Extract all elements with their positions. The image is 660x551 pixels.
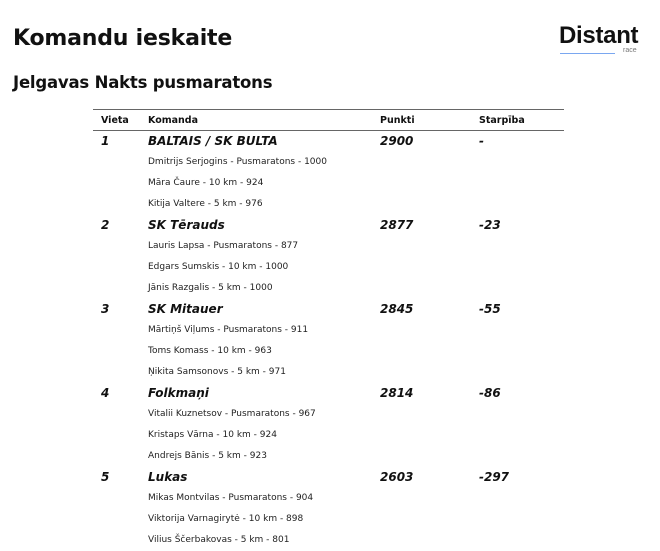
team-points: 2877 [380, 218, 414, 232]
header-team: Komanda [148, 110, 380, 131]
team-place: 1 [101, 134, 110, 148]
team-row [93, 131, 564, 153]
team-results-table [93, 109, 564, 551]
logo-wordmark: Distant [559, 22, 639, 49]
member-entry: Ņikita Samsonovs - 5 km - 971 [148, 367, 286, 377]
team-row [93, 299, 564, 320]
member-entry: Dmitrijs Serjogins - Pusmaratons - 1000 [148, 157, 327, 167]
member-entry: Lauris Lapsa - Pusmaratons - 877 [148, 241, 299, 251]
team-points: 2900 [380, 134, 414, 148]
member-row [93, 257, 564, 278]
member-entry: Kitija Valtere - 5 km - 976 [148, 199, 263, 209]
logo-subtitle: race [623, 47, 637, 54]
team-difference: -86 [479, 386, 501, 400]
team-name: SK Tērauds [148, 218, 225, 232]
team-name: Folkmaņi [148, 386, 209, 400]
member-entry: Andrejs Bānis - 5 km - 923 [148, 451, 267, 461]
team-name: BALTAIS / SK BULTA [148, 134, 278, 148]
team-row [93, 467, 564, 488]
member-row [93, 446, 564, 467]
member-row [93, 488, 564, 509]
header-difference: Starpība [479, 110, 564, 131]
team-difference: - [479, 134, 484, 148]
member-entry: Kristaps Vārna - 10 km - 924 [148, 430, 277, 440]
team-name: Lukas [148, 470, 188, 484]
event-title: Jelgavas Nakts pusmaratons [13, 73, 273, 92]
member-row [93, 425, 564, 446]
logo-underline [560, 53, 615, 54]
header-points: Punkti [380, 110, 479, 131]
member-entry: Viktorija Varnagirytė - 10 km - 898 [148, 514, 304, 524]
page-title: Komandu ieskaite [13, 26, 233, 51]
team-points: 2603 [380, 470, 414, 484]
member-entry: Mārtiņš Viļums - Pusmaratons - 911 [148, 325, 309, 335]
member-row [93, 173, 564, 194]
member-entry: Māra Čaure - 10 km - 924 [148, 178, 264, 188]
member-entry: Jānis Razgalis - 5 km - 1000 [148, 283, 273, 293]
member-row [93, 509, 564, 530]
header-place: Vieta [93, 110, 148, 131]
team-points: 2814 [380, 386, 414, 400]
team-place: 4 [101, 386, 110, 400]
member-entry: Vitalii Kuznetsov - Pusmaratons - 967 [148, 409, 316, 419]
member-entry: Toms Komass - 10 km - 963 [148, 346, 272, 356]
member-row [93, 320, 564, 341]
team-place: 2 [101, 218, 110, 232]
team-difference: -23 [479, 218, 501, 232]
member-row [93, 236, 564, 257]
team-row [93, 383, 564, 404]
team-row [93, 215, 564, 236]
member-row [93, 278, 564, 299]
distant-race-logo [559, 22, 647, 62]
team-name: SK Mitauer [148, 302, 223, 316]
member-row [93, 404, 564, 425]
member-row [93, 530, 564, 551]
member-row [93, 341, 564, 362]
member-row [93, 362, 564, 383]
team-place: 3 [101, 302, 110, 316]
team-points: 2845 [380, 302, 414, 316]
member-entry: Mikas Montvilas - Pusmaratons - 904 [148, 493, 314, 503]
table-header-row [93, 110, 564, 131]
member-entry: Edgars Sumskis - 10 km - 1000 [148, 262, 289, 272]
member-row [93, 194, 564, 215]
member-row [93, 152, 564, 173]
team-place: 5 [101, 470, 110, 484]
team-difference: -55 [479, 302, 501, 316]
team-difference: -297 [479, 470, 510, 484]
member-entry: Vilius Ščerbakovas - 5 km - 801 [148, 535, 290, 545]
